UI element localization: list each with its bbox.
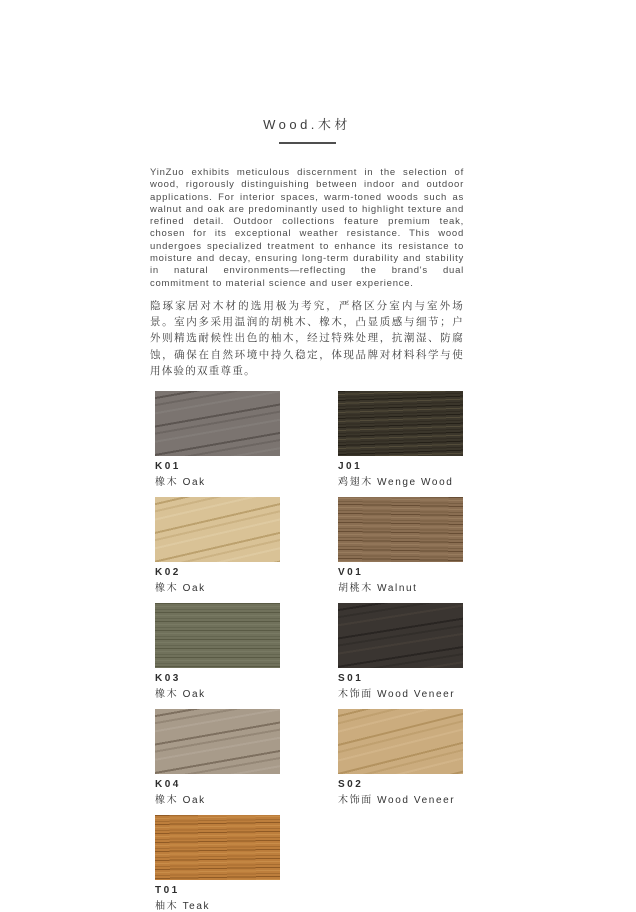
- swatch-name: 橡木 Oak: [155, 476, 206, 488]
- swatch-code: J01: [338, 460, 363, 472]
- swatch-caption: [338, 567, 463, 594]
- swatch-code: T01: [155, 884, 180, 896]
- swatch-caption: [155, 673, 280, 700]
- swatch-name: 鸡翅木 Wenge Wood: [338, 476, 454, 488]
- wood-swatch-image: [338, 709, 463, 774]
- swatch-name: 橡木 Oak: [155, 582, 206, 594]
- swatch-name: 橡木 Oak: [155, 688, 206, 700]
- swatch-name: 木饰面 Wood Veneer: [338, 794, 456, 806]
- swatch-item: [155, 603, 280, 700]
- swatch-item: [338, 709, 463, 806]
- swatch-caption: [155, 567, 280, 594]
- swatch-name: 柚木 Teak: [155, 900, 211, 912]
- swatch-item: [338, 603, 463, 700]
- title-underline: [279, 142, 336, 144]
- wood-swatch-image: [155, 603, 280, 668]
- swatch-caption: [338, 779, 463, 806]
- swatch-item: [338, 391, 463, 488]
- intro-paragraph-chinese: 隐琢家居对木材的选用极为考究，严格区分室内与室外场景。室内多采用温润的胡桃木、橡木，凸显质感与细节；户外则精选耐候性出色的柚木，经过特殊处理，抗潮湿、防腐蚀，确保在自然环境中持久稳定，体现品牌对材料科学与使用体验的双重尊重。: [150, 299, 464, 377]
- swatch-code: V01: [338, 566, 364, 578]
- swatch-code: K04: [155, 778, 181, 790]
- swatch-caption: [155, 885, 280, 912]
- swatch-name: 胡桃木 Walnut: [338, 582, 418, 594]
- swatch-caption: [155, 461, 280, 488]
- wood-swatch-image: [155, 815, 280, 880]
- swatch-code: S02: [338, 778, 364, 790]
- swatch-item: [155, 497, 280, 594]
- swatch-caption: [338, 461, 463, 488]
- swatch-name: 木饰面 Wood Veneer: [338, 688, 456, 700]
- page-title: Wood.木材: [263, 117, 351, 132]
- page-content: [150, 112, 464, 912]
- wood-swatch-image: [338, 497, 463, 562]
- swatch-caption: [338, 673, 463, 700]
- swatch-item: [338, 497, 463, 594]
- wood-swatch-image: [155, 709, 280, 774]
- swatch-code: K02: [155, 566, 181, 578]
- wood-swatch-image: [155, 391, 280, 456]
- swatch-item: [155, 391, 280, 488]
- swatch-caption: [155, 779, 280, 806]
- swatch-grid: [155, 391, 464, 912]
- swatch-code: S01: [338, 672, 364, 684]
- intro-paragraph-english: YinZuo exhibits meticulous discernment in the selection of wood, rigorously distinguishing between indoor and outdoor applications. For interior spaces, warm-toned woods such as walnut and oak are predominantly used to highlight texture and refined detail. Outdoor collections feature premium teak, chosen for its exceptional weather resistance. This wood undergoes specialized treatment to enhance its resistance to moisture and decay, ensuring long-term durability and stability in natural environments—reflecting the brand's dual commitment to material science and user experience.: [150, 167, 464, 289]
- swatch-item: [155, 709, 280, 806]
- swatch-name: 橡木 Oak: [155, 794, 206, 806]
- swatch-code: K03: [155, 672, 181, 684]
- swatch-item: [155, 815, 280, 912]
- swatch-code: K01: [155, 460, 181, 472]
- wood-swatch-image: [338, 391, 463, 456]
- wood-swatch-image: [338, 603, 463, 668]
- wood-swatch-image: [155, 497, 280, 562]
